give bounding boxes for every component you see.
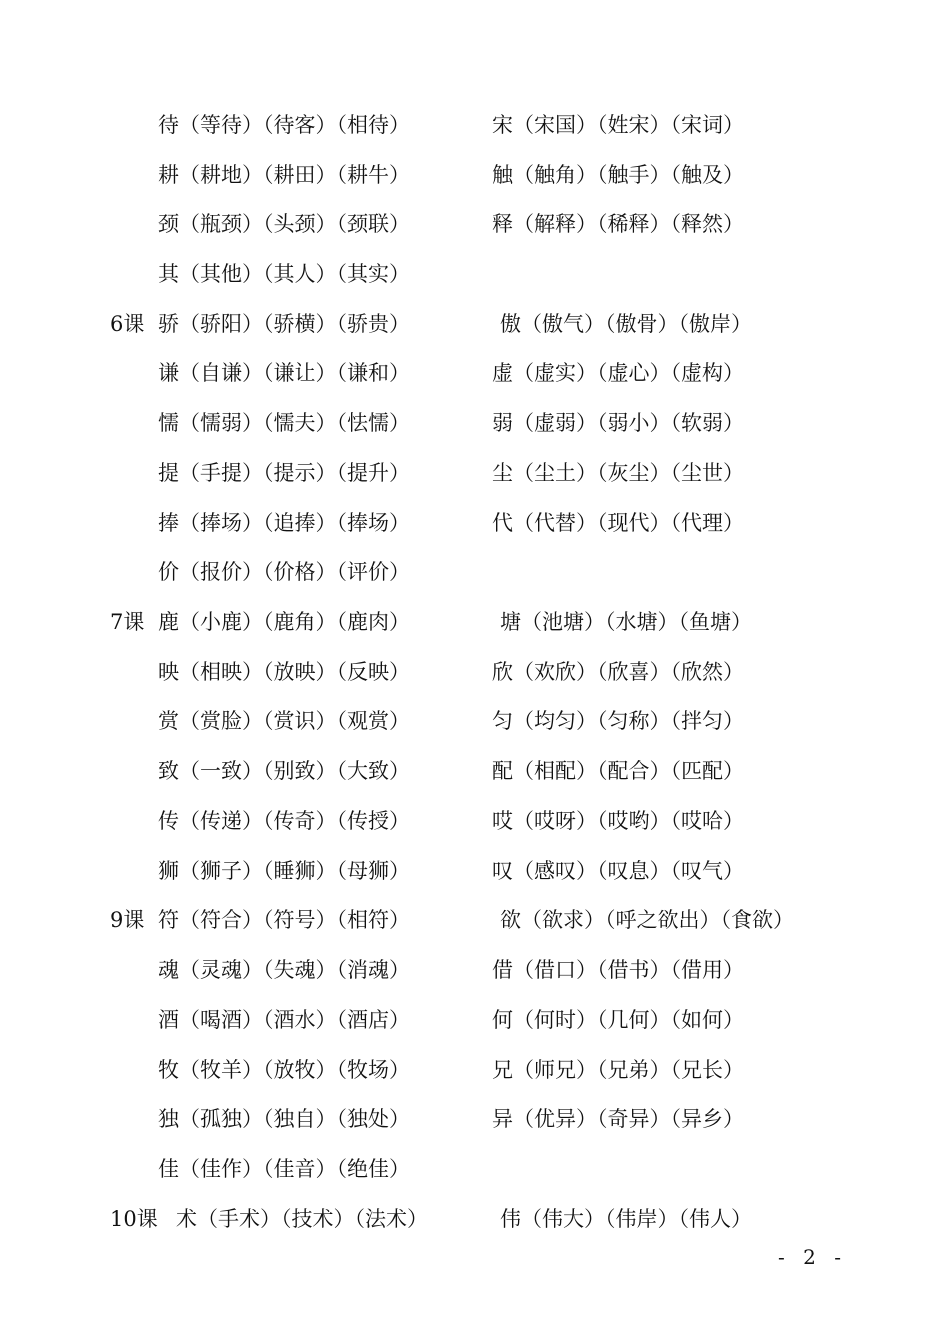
left-entry: 狮（狮子）（睡狮）（母狮） [158, 859, 410, 883]
vocab-row-lesson [0, 1199, 950, 1239]
left-entry: 捧（捧场）（追捧）（捧场） [158, 511, 410, 535]
vocab-row [0, 950, 950, 990]
left-entry: 传（传递）（传奇）（传授） [158, 809, 410, 833]
right-entry: 释（解释）（稀释）（释然） [492, 212, 744, 236]
right-entry: 哎（哎呀）（哎哟）（哎哈） [492, 809, 744, 833]
vocab-row [0, 353, 950, 393]
vocab-row [0, 552, 950, 592]
left-entry: 谦（自谦）（谦让）（谦和） [158, 361, 410, 385]
vocab-row [0, 254, 950, 294]
right-entry: 代（代替）（现代）（代理） [492, 511, 744, 535]
vocab-row [0, 1149, 950, 1189]
left-entry: 映（相映）（放映）（反映） [158, 660, 410, 684]
vocab-row [0, 1050, 950, 1090]
left-entry: 提（手提）（提示）（提升） [158, 461, 410, 485]
vocab-row-lesson [0, 900, 950, 940]
right-entry: 弱（虚弱）（弱小）（软弱） [492, 411, 744, 435]
left-entry: 价（报价）（价格）（评价） [158, 560, 410, 584]
right-entry: 兄（师兄）（兄弟）（兄长） [492, 1058, 744, 1082]
right-entry: 配（相配）（配合）（匹配） [492, 759, 744, 783]
left-entry: 魂（灵魂）（失魂）（消魂） [158, 958, 410, 982]
left-entry: 牧（牧羊）（放牧）（牧场） [158, 1058, 410, 1082]
left-entry: 鹿（小鹿）（鹿角）（鹿肉） [158, 610, 410, 634]
right-entry: 傲（傲气）（傲骨）（傲岸） [500, 312, 752, 336]
vocab-row [0, 851, 950, 891]
vocab-row [0, 751, 950, 791]
vocab-row [0, 453, 950, 493]
left-entry: 酒（喝酒）（酒水）（酒店） [158, 1008, 410, 1032]
vocab-row [0, 1099, 950, 1139]
vocab-row-lesson [0, 602, 950, 642]
right-entry: 尘（尘土）（灰尘）（尘世） [492, 461, 744, 485]
vocab-row [0, 204, 950, 244]
left-entry: 独（孤独）（独自）（独处） [158, 1107, 410, 1131]
left-entry: 符（符合）（符号）（相符） [158, 908, 410, 932]
lesson-label: 7课 [110, 610, 145, 634]
right-entry: 触（触角）（触手）（触及） [492, 163, 744, 187]
left-entry: 佳（佳作）（佳音）（绝佳） [158, 1157, 410, 1181]
right-entry: 叹（感叹）（叹息）（叹气） [492, 859, 744, 883]
right-entry: 塘（池塘）（水塘）（鱼塘） [500, 610, 752, 634]
left-entry: 致（一致）（别致）（大致） [158, 759, 410, 783]
right-entry: 虚（虚实）（虚心）（虚构） [492, 361, 744, 385]
left-entry: 颈（瓶颈）（头颈）（颈联） [158, 212, 410, 236]
right-entry: 欲（欲求）（呼之欲出）（食欲） [500, 908, 794, 932]
left-entry: 懦（懦弱）（懦夫）（怯懦） [158, 411, 410, 435]
vocab-row [0, 155, 950, 195]
vocab-row [0, 652, 950, 692]
vocab-row [0, 1000, 950, 1040]
right-entry: 匀（均匀）（匀称）（拌匀） [492, 709, 744, 733]
vocab-row [0, 105, 950, 145]
vocab-row [0, 503, 950, 543]
vocab-row [0, 701, 950, 741]
left-entry: 待（等待）（待客）（相待） [158, 113, 410, 137]
lesson-label: 6课 [110, 312, 145, 336]
lesson-label: 10课 [110, 1207, 158, 1231]
page-number: - 2 - [778, 1245, 847, 1269]
lesson-label: 9课 [110, 908, 145, 932]
right-entry: 何（何时）（几何）（如何） [492, 1008, 744, 1032]
left-entry: 其（其他）（其人）（其实） [158, 262, 410, 286]
vocab-row-lesson [0, 304, 950, 344]
left-entry: 术（手术）（技术）（法术） [176, 1207, 428, 1231]
left-entry: 耕（耕地）（耕田）（耕牛） [158, 163, 410, 187]
right-entry: 异（优异）（奇异）（异乡） [492, 1107, 744, 1131]
right-entry: 宋（宋国）（姓宋）（宋词） [492, 113, 744, 137]
right-entry: 借（借口）（借书）（借用） [492, 958, 744, 982]
left-entry: 赏（赏脸）（赏识）（观赏） [158, 709, 410, 733]
right-entry: 欣（欢欣）（欣喜）（欣然） [492, 660, 744, 684]
left-entry: 骄（骄阳）（骄横）（骄贵） [158, 312, 410, 336]
vocab-row [0, 403, 950, 443]
vocab-row [0, 801, 950, 841]
right-entry: 伟（伟大）（伟岸）（伟人） [500, 1207, 752, 1231]
